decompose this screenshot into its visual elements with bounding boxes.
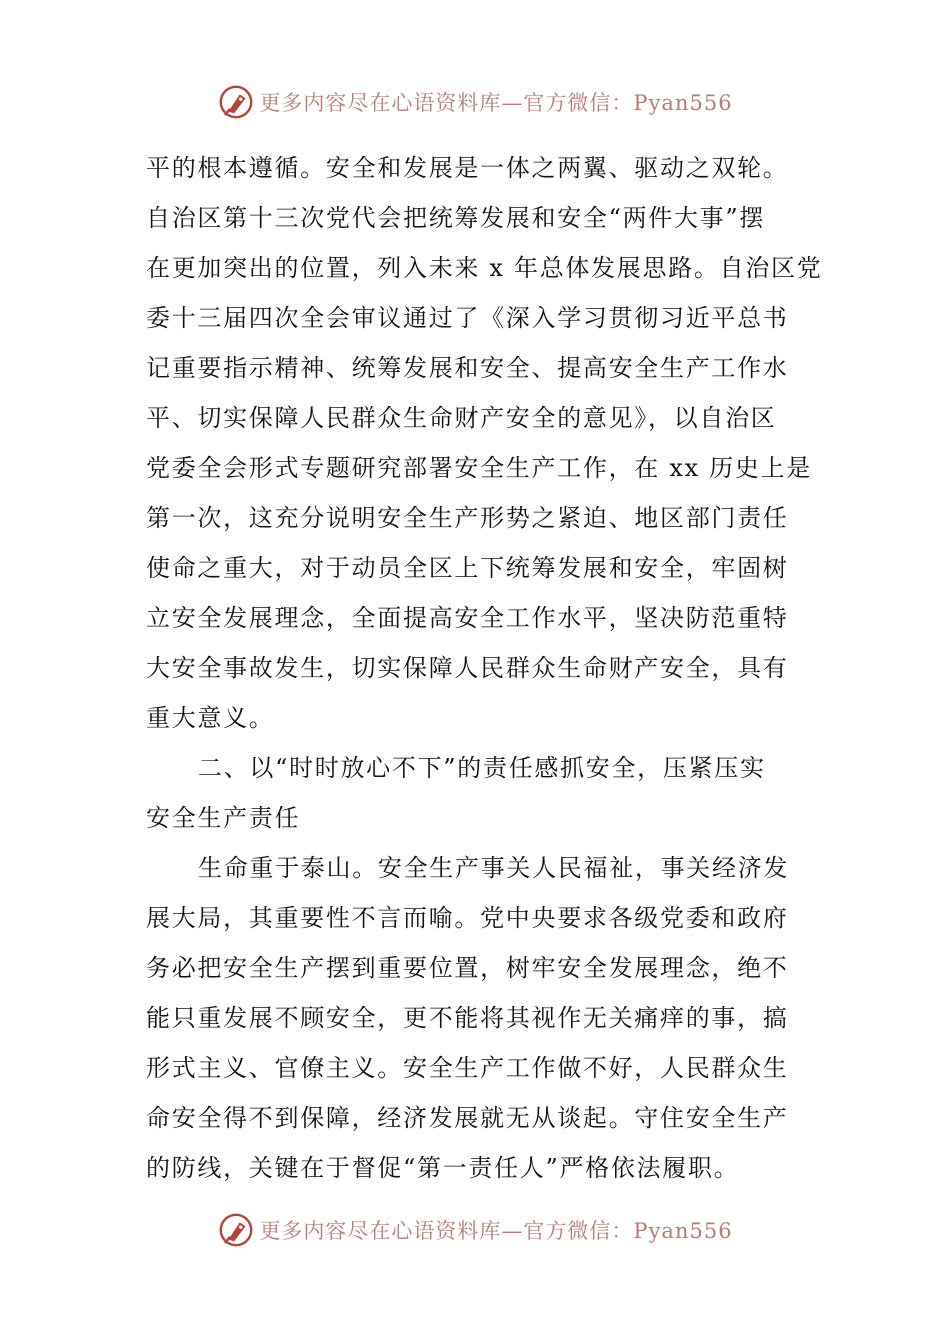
body-line: 自治区第十三次党代会把统筹发展和安全“两件大事”摆 [146,204,766,232]
body-line: 大安全事故发生，切实保障人民群众生命财产安全，具有 [146,654,789,682]
body-line: 使命之重大，对于动员全区上下统筹发展和安全，牢固树 [146,554,789,582]
body-line: 生命重于泰山。安全生产事关人民福祉，事关经济发 [198,854,790,882]
body-line: 记重要指示精神、统筹发展和安全、提高安全生产工作水 [146,354,789,382]
body-line: 党委全会形式专题研究部署安全生产工作，在 xx 历史上是 [146,454,812,482]
body-line: 立安全发展理念，全面提高安全工作水平，坚决防范重特 [146,604,789,632]
header-watermark-text: 更多内容尽在心语资料库—官方微信：Pyan556 [259,91,733,115]
body-line: 命安全得不到保障，经济发展就无从谈起。守住安全生产 [146,1104,789,1132]
body-line: 能只重发展不顾安全，更不能将其视作无关痛痒的事，搞 [146,1004,789,1032]
body-line: 务必把安全生产摆到重要位置，树牢安全发展理念，绝不 [146,954,789,982]
section-heading: 二、以“时时放心不下”的责任感抓安全，压紧压实 [198,754,766,782]
document-body [146,143,823,1193]
body-line: 平、切实保障人民群众生命财产安全的意见》，以自治区 [146,404,777,432]
body-line: 重大意义。 [146,704,275,732]
body-line: 在更加突出的位置，列入未来 x 年总体发展思路。自治区党 [146,254,823,282]
pen-nib-logo-icon [217,83,255,121]
footer-watermark-banner [0,1208,950,1252]
body-line: 形式主义、官僚主义。安全生产工作做不好，人民群众生 [146,1054,789,1082]
body-line: 委十三届四次全会审议通过了《深入学习贯彻习近平总书 [146,304,789,332]
section-heading-continued: 安全生产责任 [146,804,301,832]
pen-nib-logo-icon [217,1211,255,1249]
body-line: 的防线，关键在于督促“第一责任人”严格依法履职。 [146,1154,740,1182]
body-line: 展大局，其重要性不言而喻。党中央要求各级党委和政府 [146,904,789,932]
footer-watermark-text: 更多内容尽在心语资料库—官方微信：Pyan556 [259,1219,733,1243]
header-watermark-banner [0,80,950,124]
body-line: 第一次，这充分说明安全生产形势之紧迫、地区部门责任 [146,504,789,532]
body-line: 平的根本遵循。安全和发展是一体之两翼、驱动之双轮。 [146,154,789,182]
